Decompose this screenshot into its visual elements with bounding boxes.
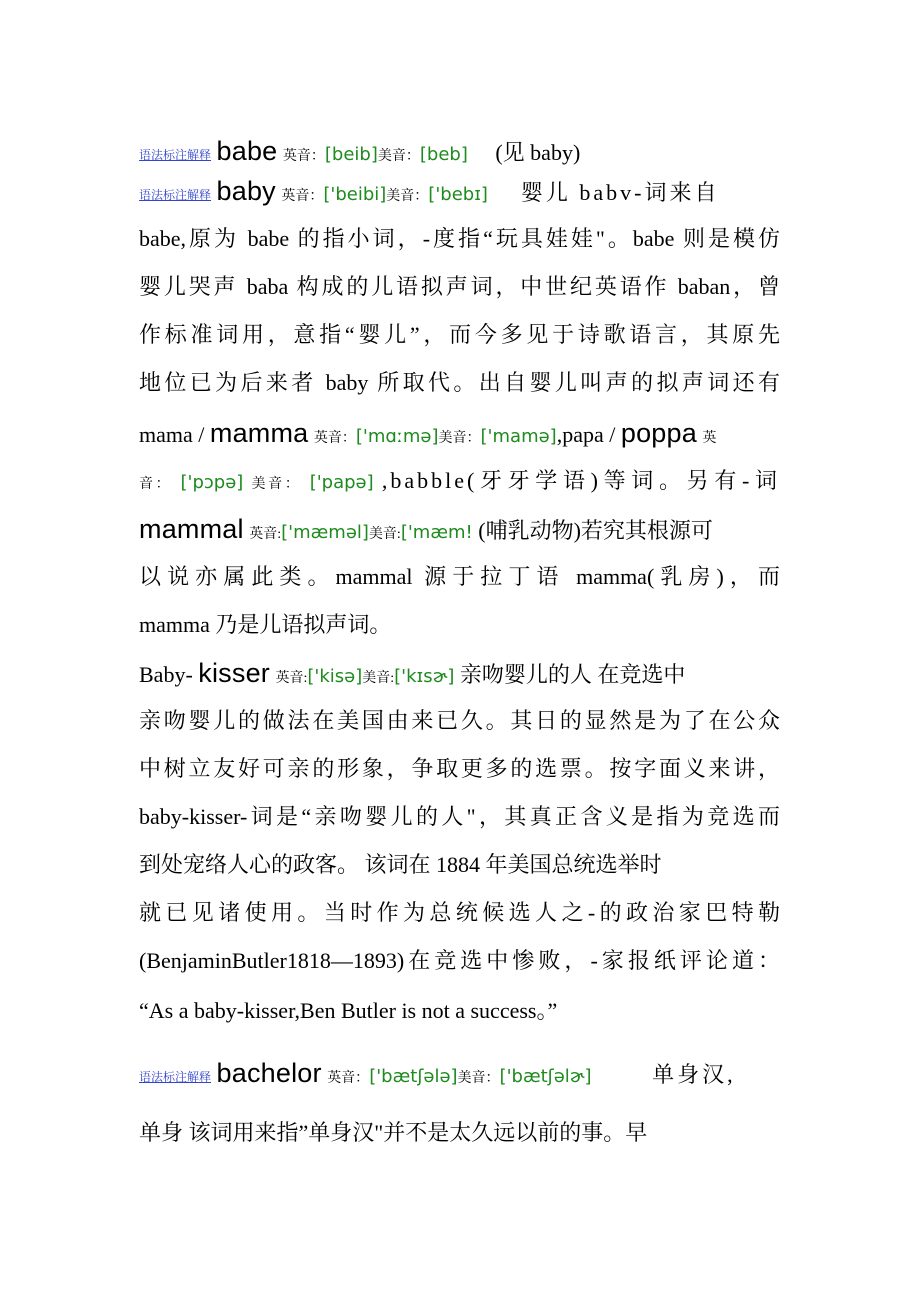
entry-baby-kisser-head bbox=[139, 658, 685, 694]
text-span: Baby- bbox=[139, 662, 193, 687]
text-line: 作标准词用，意指“婴儿”，而今多见于诗歌语言，其原先 bbox=[139, 322, 780, 347]
uk-label: 英音： bbox=[281, 189, 324, 204]
text-line: 以说亦属此类。mammal 源于拉丁语 mamma(乳房)，而 bbox=[139, 564, 780, 589]
text-span: (哺乳动物)若究其根源可 bbox=[478, 518, 713, 543]
uk-ipa: ['bætʃələ] bbox=[369, 1066, 458, 1087]
text-line: babe,原为 babe 的指小词，-度指“玩具娃娃"。babe 则是模仿 bbox=[139, 226, 780, 251]
us-label: 美音： bbox=[386, 189, 429, 204]
entry-baby-head bbox=[139, 176, 720, 212]
text-span: ,papa / bbox=[556, 422, 616, 447]
definition: 单身汉, bbox=[652, 1062, 736, 1087]
grammar-note-link[interactable]: 语法标注解释 bbox=[139, 148, 212, 162]
mamma-line bbox=[139, 418, 716, 454]
grammar-note-link[interactable]: 语法标注解释 bbox=[139, 188, 212, 202]
text-line: 地位已为后来者 baby 所取代。出自婴儿叫声的拟声词还有 bbox=[139, 370, 780, 395]
poppa-line bbox=[139, 466, 780, 500]
headword-mammal: mammal bbox=[139, 514, 244, 544]
text-line: 单身 该词用来指”单身汉"并不是太久远以前的事。早 bbox=[139, 1120, 648, 1145]
definition: 亲吻婴儿的人 在竞选中 bbox=[459, 662, 686, 687]
us-ipa: ['mamə] bbox=[480, 426, 557, 447]
headword-mamma: mamma bbox=[209, 418, 309, 448]
uk-label: 英音： bbox=[282, 149, 325, 164]
text-line: 就已见诸使用。当时作为总统候选人之-的政治家巴特勒 bbox=[139, 900, 780, 925]
text-span: ,babble(牙牙学语)等词。另有-词 bbox=[381, 468, 780, 493]
uk-label: 英音： bbox=[313, 431, 356, 446]
us-ipa: ['bebɪ] bbox=[428, 184, 488, 205]
text-span: mama / bbox=[139, 422, 205, 447]
us-label: 美音： bbox=[438, 431, 481, 446]
us-label: 美音： bbox=[377, 149, 420, 164]
uk-ipa: [beib] bbox=[324, 144, 378, 165]
uk-ipa: ['beibi] bbox=[323, 184, 387, 205]
us-ipa: ['mæm! bbox=[400, 522, 473, 543]
headword-poppa: poppa bbox=[620, 418, 697, 448]
uk-label: 英音： bbox=[327, 1071, 370, 1086]
entry-bachelor-head bbox=[139, 1058, 736, 1094]
gloss: (见 baby) bbox=[495, 140, 581, 165]
text-line: mamma 乃是儿语拟声词。 bbox=[139, 612, 392, 637]
text-line: 婴儿哭声 baba 构成的儿语拟声词，中世纪英语作 baban，曾 bbox=[139, 274, 780, 299]
us-label: 美音: bbox=[362, 671, 395, 686]
text-line: baby-kisser-词是“亲吻婴儿的人"，其真正含义是指为竞选而 bbox=[139, 804, 780, 829]
uk-label: 英音: bbox=[275, 671, 308, 686]
text-line: (BenjaminButler1818—1893)在竞选中惨败，-家报纸评论道： bbox=[139, 948, 780, 973]
uk-label: 英音: bbox=[249, 527, 282, 542]
us-label: 美音： bbox=[457, 1071, 500, 1086]
headword-kisser: kisser bbox=[198, 658, 270, 688]
headword-baby: baby bbox=[216, 176, 276, 206]
headword-bachelor: bachelor bbox=[216, 1058, 322, 1088]
text-line: 亲吻婴儿的做法在美国由来已久。其日的显然是为了在公众 bbox=[139, 708, 780, 733]
uk-ipa: ['mæməl] bbox=[281, 522, 369, 543]
us-label: 美音： bbox=[251, 477, 302, 492]
uk-ipa: ['pɔpə] bbox=[180, 472, 244, 493]
text-line: 中树立友好可亲的形象，争取更多的选票。按字面义来讲， bbox=[139, 756, 780, 781]
entry-babe bbox=[139, 136, 580, 172]
uk-label: 英 bbox=[702, 431, 717, 446]
uk-ipa: ['mɑːmə] bbox=[355, 426, 439, 447]
us-label: 美音: bbox=[368, 527, 401, 542]
quote-line: “As a baby-kisser,Ben Butler is not a success。” bbox=[139, 998, 558, 1023]
text-line: 到处宠络人心的政客。 该词在 1884 年美国总统选举时 bbox=[139, 852, 662, 877]
us-ipa: ['kɪsɚ] bbox=[394, 666, 455, 687]
headword-babe: babe bbox=[216, 136, 278, 166]
mammal-line bbox=[139, 514, 713, 550]
uk-ipa: ['kisə] bbox=[307, 666, 363, 687]
uk-label: 音： bbox=[139, 477, 173, 492]
us-ipa: ['papə] bbox=[309, 472, 374, 493]
grammar-note-link[interactable]: 语法标注解释 bbox=[139, 1070, 212, 1084]
us-ipa: [beb] bbox=[419, 144, 468, 165]
definition: 婴儿 babv-词来自 bbox=[520, 180, 720, 205]
us-ipa: ['bætʃəlɚ] bbox=[499, 1066, 592, 1087]
